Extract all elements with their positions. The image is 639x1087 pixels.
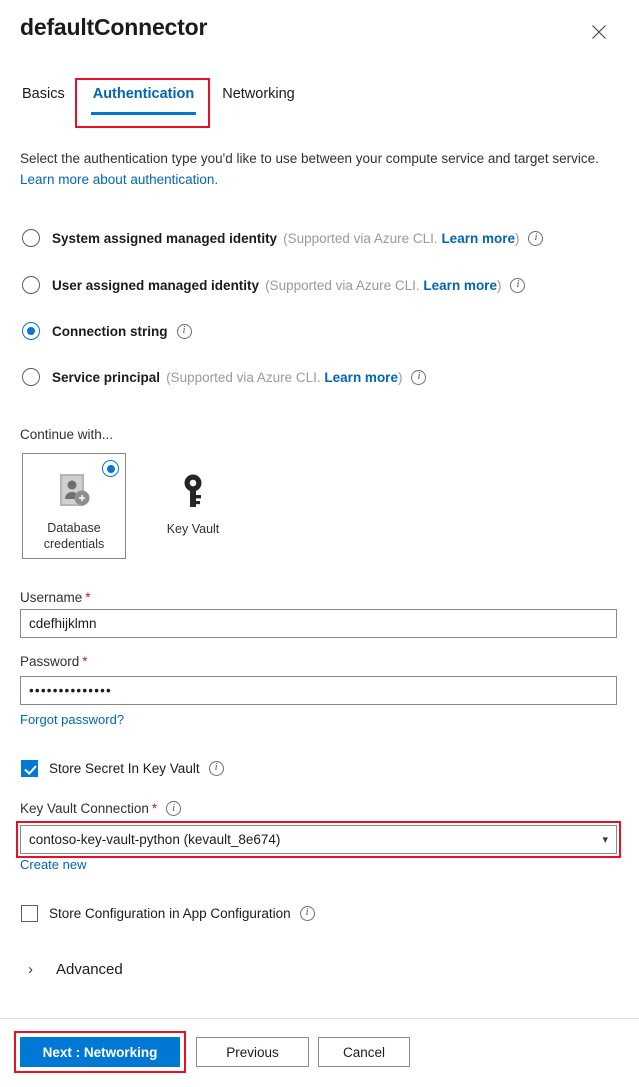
auth-option-note xyxy=(166,370,402,385)
info-icon[interactable]: i xyxy=(177,324,192,339)
password-label xyxy=(20,654,88,669)
card-line-1: Database xyxy=(47,521,101,535)
required-asterisk: * xyxy=(85,590,91,605)
option-card-key-vault-label: Key Vault xyxy=(166,522,220,536)
store-secret-row[interactable] xyxy=(21,758,224,778)
username-input[interactable] xyxy=(20,609,617,638)
option-card-key-vault[interactable] xyxy=(148,453,238,559)
close-icon[interactable] xyxy=(585,18,613,46)
radio-user-assigned[interactable] xyxy=(22,276,40,294)
tab-basics[interactable]: Basics xyxy=(22,86,65,102)
next-networking-button[interactable]: Next : Networking xyxy=(20,1037,180,1067)
chevron-right-icon: › xyxy=(28,961,33,978)
required-asterisk: * xyxy=(151,801,158,816)
auth-option-note-prefix: (Supported via Azure CLI. xyxy=(166,369,321,385)
continue-with-label: Continue with... xyxy=(20,427,114,442)
auth-description-text: Select the authentication type you'd like to use between your compute service and target service. xyxy=(20,151,599,166)
auth-option-user-assigned[interactable] xyxy=(22,274,525,296)
footer-divider xyxy=(0,1018,639,1019)
auth-option-label: Connection string xyxy=(52,323,168,339)
username-label xyxy=(20,590,91,605)
learn-more-link[interactable]: Learn more xyxy=(324,369,398,385)
key-vault-connection-select-box[interactable] xyxy=(20,825,617,854)
advanced-section-toggle[interactable] xyxy=(28,961,123,978)
auth-option-note xyxy=(265,278,501,293)
auth-option-note-prefix: (Supported via Azure CLI. xyxy=(265,277,420,293)
info-icon[interactable]: i xyxy=(510,278,525,293)
chevron-down-icon[interactable]: ▾ xyxy=(602,834,608,846)
tab-bar xyxy=(20,80,321,126)
auth-option-label: Service principal xyxy=(52,369,161,385)
database-credentials-icon xyxy=(23,472,125,510)
auth-option-note-suffix: ) xyxy=(514,230,520,246)
key-vault-icon xyxy=(148,473,238,509)
info-icon[interactable]: i xyxy=(300,906,315,921)
radio-system-assigned[interactable] xyxy=(22,229,40,247)
previous-button[interactable]: Previous xyxy=(196,1037,309,1067)
learn-more-link[interactable]: Learn more xyxy=(441,230,515,246)
password-input[interactable]: •••••••••••••• xyxy=(20,676,617,705)
auth-option-service-principal[interactable] xyxy=(22,366,426,388)
store-secret-label: Store Secret In Key Vault xyxy=(49,760,200,776)
store-configuration-checkbox[interactable] xyxy=(21,905,38,922)
tab-networking[interactable]: Networking xyxy=(222,86,295,102)
username-label-text: Username xyxy=(20,590,83,605)
cancel-button[interactable]: Cancel xyxy=(318,1037,410,1067)
auth-option-note-suffix: ) xyxy=(397,369,403,385)
auth-option-system-assigned[interactable] xyxy=(22,227,543,249)
auth-option-note xyxy=(283,231,519,246)
info-icon[interactable]: i xyxy=(209,761,224,776)
create-new-link[interactable]: Create new xyxy=(20,857,87,872)
password-label-text: Password xyxy=(20,654,80,669)
info-icon[interactable]: i xyxy=(528,231,543,246)
advanced-label: Advanced xyxy=(56,961,123,978)
key-vault-connection-label xyxy=(20,801,181,816)
key-vault-connection-label-text: Key Vault Connection xyxy=(20,801,149,816)
tab-authentication[interactable]: Authentication xyxy=(91,80,197,115)
page-title: defaultConnector xyxy=(20,14,208,40)
store-configuration-row[interactable] xyxy=(21,903,315,923)
option-card-database-credentials[interactable] xyxy=(22,453,126,559)
card-line-2: credentials xyxy=(43,537,105,551)
auth-option-label: User assigned managed identity xyxy=(52,277,260,293)
radio-service-principal[interactable] xyxy=(22,368,40,386)
learn-more-about-authentication-link[interactable]: Learn more about authentication. xyxy=(20,172,219,187)
auth-option-connection-string[interactable] xyxy=(22,320,192,342)
required-asterisk: * xyxy=(82,654,88,669)
key-vault-connection-select[interactable] xyxy=(20,825,617,854)
key-vault-connection-value: contoso-key-vault-python (kevault_8e674) xyxy=(29,832,281,847)
store-configuration-label: Store Configuration in App Configuration xyxy=(49,905,291,921)
forgot-password-link[interactable]: Forgot password? xyxy=(20,712,125,727)
radio-connection-string[interactable] xyxy=(22,322,40,340)
store-secret-checkbox[interactable] xyxy=(21,760,38,777)
learn-more-link[interactable]: Learn more xyxy=(423,277,497,293)
auth-option-note-suffix: ) xyxy=(496,277,502,293)
auth-description xyxy=(20,148,600,190)
auth-option-note-prefix: (Supported via Azure CLI. xyxy=(283,230,438,246)
option-card-database-credentials-label xyxy=(23,520,125,552)
panel-header xyxy=(0,8,639,56)
info-icon[interactable]: i xyxy=(166,801,181,816)
auth-option-label: System assigned managed identity xyxy=(52,230,278,246)
info-icon[interactable]: i xyxy=(411,370,426,385)
